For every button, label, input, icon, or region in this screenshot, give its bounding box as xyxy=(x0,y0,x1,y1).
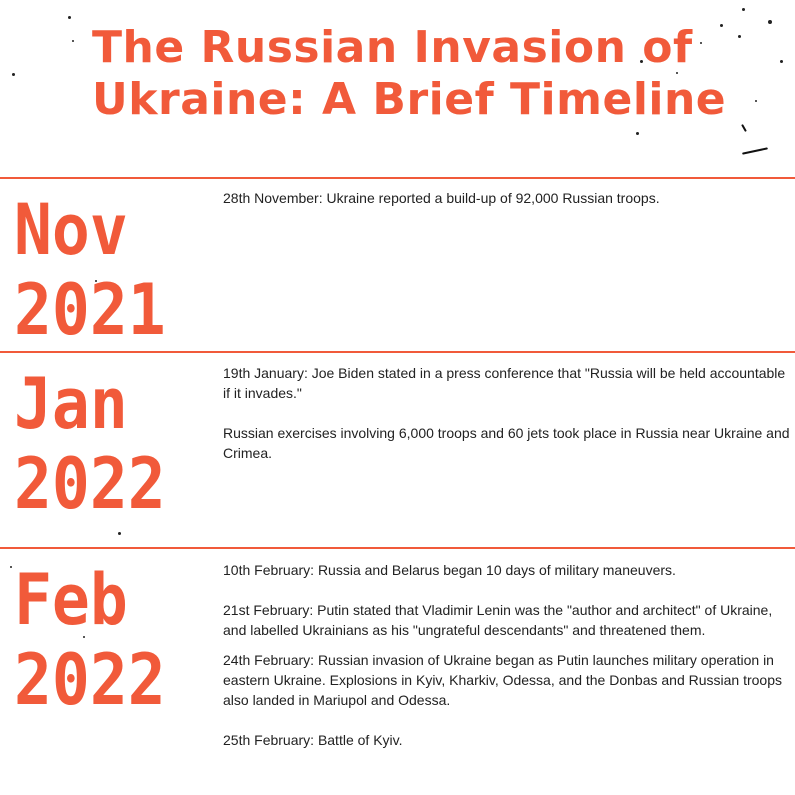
period-month: Feb xyxy=(14,559,128,641)
event-item: 10th February: Russia and Belarus began 10 days of military maneuvers. xyxy=(223,562,676,578)
event-item: Russian exercises involving 6,000 troops and 60 jets took place in Russia near Ukraine and Crimea. xyxy=(223,425,790,461)
event-list xyxy=(223,363,795,463)
event-item: 19th January: Joe Biden stated in a press conference that "Russia will be held accountable if it invades." xyxy=(223,365,786,401)
period-month: Jan xyxy=(14,363,128,445)
period-year: 2021 xyxy=(14,269,166,351)
period-year: 2022 xyxy=(14,443,166,525)
event-item: 21st February: Putin stated that Vladimir Lenin was the "author and architect" of Ukraine, and labelled Ukrainians as his "ungrateful descendants" and threatened them. xyxy=(223,602,773,638)
period-label xyxy=(14,190,166,350)
event-list xyxy=(223,560,795,750)
period-month: Nov xyxy=(14,189,128,271)
page-title: The Russian Invasion of Ukraine: A Brief Timeline xyxy=(92,22,727,125)
period-label xyxy=(14,560,166,720)
period-label xyxy=(14,364,166,524)
event-item: 28th November: Ukraine reported a build-up of 92,000 Russian troops. xyxy=(223,190,660,206)
event-item: 24th February: Russian invasion of Ukraine began as Putin launches military operation in eastern Ukraine. Explosions in Kyiv, Kharkiv, Odessa, and the Donbas and Russian troops also landed in Mariupol and Odessa. xyxy=(223,652,782,708)
section-divider xyxy=(0,547,795,549)
event-item: 25th February: Battle of Kyiv. xyxy=(223,732,403,748)
section-divider xyxy=(0,351,795,353)
period-year: 2022 xyxy=(14,639,166,721)
section-divider xyxy=(0,177,795,179)
event-list xyxy=(223,188,795,208)
